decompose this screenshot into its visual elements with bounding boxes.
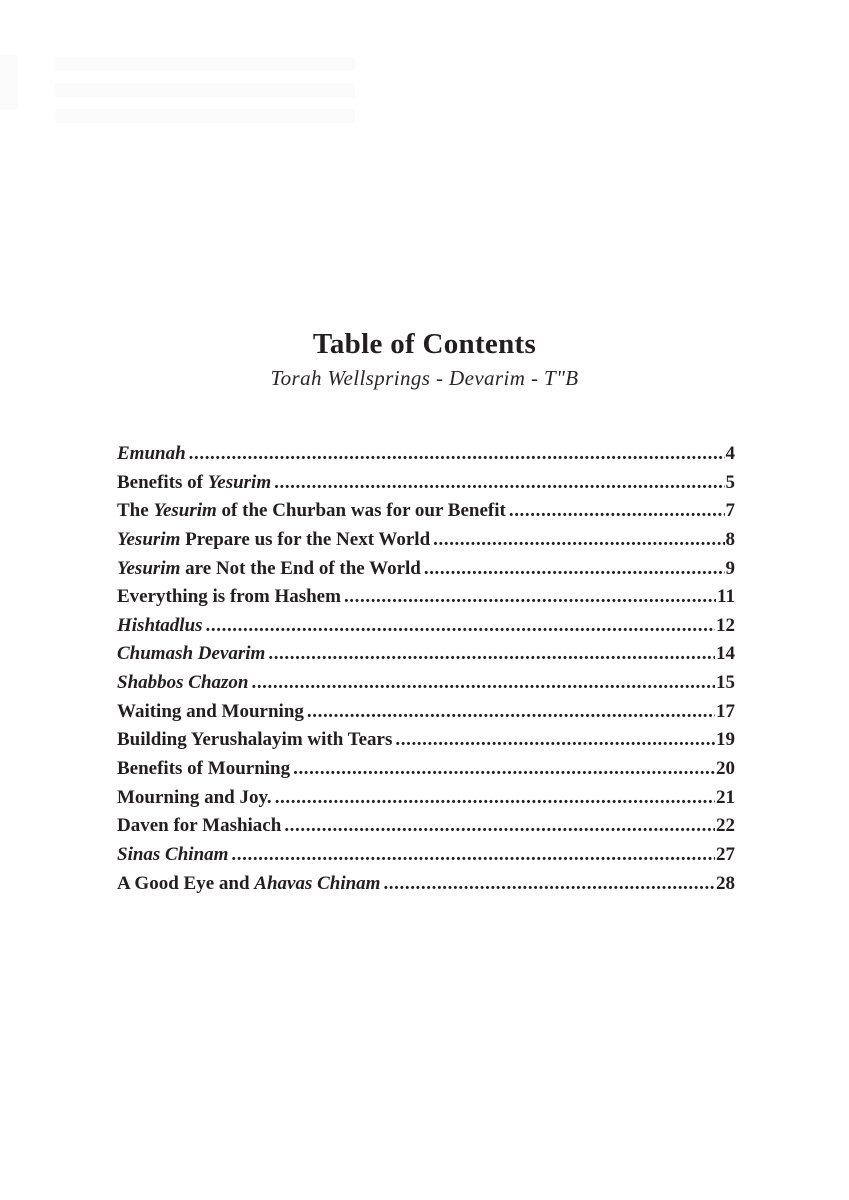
dot-leader — [509, 500, 725, 522]
dot-leader — [383, 873, 715, 895]
dot-leader — [307, 701, 715, 723]
toc-page-number: 4 — [725, 443, 735, 464]
toc-entry — [117, 672, 735, 701]
toc-entry-segment: Hishtadlus — [117, 614, 203, 636]
toc-entry-segment: Benefits of Mourning — [117, 758, 291, 780]
toc-entry-segment: of the Churban was for our Benefit — [216, 500, 506, 522]
toc-page-number: 11 — [717, 586, 735, 608]
page-subtitle: Torah Wellsprings - Devarim - T"B — [270, 365, 579, 390]
toc-entry-segment: Yesurim — [153, 500, 217, 522]
page-title: Table of Contents — [312, 328, 537, 360]
toc-entry-segment: Emunah — [117, 443, 186, 464]
toc-entry-segment: Yesurim — [117, 528, 181, 550]
dot-leader — [424, 558, 725, 580]
toc-page-number: 27 — [716, 843, 735, 865]
toc-page-number: 22 — [716, 815, 735, 837]
dot-leader — [395, 729, 715, 751]
toc-entry-segment: A Good Eye and — [117, 872, 255, 894]
toc-entry-label — [117, 529, 430, 551]
toc-entry-label — [117, 758, 290, 780]
toc-entry — [117, 443, 735, 472]
toc-entry-segment: Ahavas Chinam — [254, 872, 381, 894]
toc-entry — [117, 701, 735, 730]
toc-page-number: 15 — [716, 672, 735, 694]
toc-entry-segment: Chumash Devarim — [117, 643, 266, 665]
dot-leader — [251, 672, 715, 694]
toc-entry-label — [117, 643, 265, 665]
toc-entry-label — [117, 472, 271, 494]
toc-entry-label — [117, 558, 421, 580]
toc-entry — [117, 500, 735, 529]
toc-entry-segment: The — [117, 500, 154, 522]
toc-entry-segment: Yesurim — [117, 557, 181, 579]
toc-entry — [117, 643, 735, 672]
toc-entry-label — [117, 815, 281, 837]
toc-entry-segment: Yesurim — [207, 471, 272, 493]
toc-entry-label — [117, 615, 203, 637]
toc-entry-label — [117, 586, 341, 608]
dot-leader — [268, 643, 715, 665]
dot-leader — [206, 615, 715, 637]
toc-entry-segment: Daven for Mashiach — [117, 815, 282, 837]
toc-entry-segment: Building Yerushalayim with Tears — [117, 729, 393, 751]
bleed-through-artifact — [55, 45, 355, 123]
toc-entry-label — [117, 787, 272, 809]
dot-leader — [189, 443, 725, 465]
dot-leader — [344, 586, 716, 608]
toc-entry-label — [117, 844, 228, 866]
toc-entry — [117, 586, 735, 615]
toc-entry-label — [117, 701, 304, 723]
toc-page-number: 12 — [716, 614, 735, 636]
toc-entry-segment: are Not the End of the World — [180, 557, 421, 579]
dot-leader — [231, 844, 715, 866]
toc-entry — [117, 815, 735, 844]
toc-entry — [117, 787, 735, 816]
toc-page-number: 21 — [716, 786, 735, 808]
toc-entry — [117, 844, 735, 873]
toc-list — [117, 443, 735, 901]
toc-entry-label — [117, 729, 392, 751]
dot-leader — [293, 758, 715, 780]
toc-entry-segment: Benefits of — [117, 471, 208, 493]
dot-leader — [275, 787, 715, 809]
toc-page-number: 5 — [725, 471, 735, 493]
toc-header — [0, 327, 849, 391]
toc-page-number: 28 — [716, 872, 735, 894]
toc-entry — [117, 873, 735, 902]
toc-entry — [117, 472, 735, 501]
toc-entry-segment: Waiting and Mourning — [117, 700, 304, 722]
toc-page-number: 7 — [725, 500, 735, 522]
toc-entry — [117, 529, 735, 558]
dot-leader — [274, 472, 724, 494]
toc-entry — [117, 615, 735, 644]
toc-entry-label — [117, 672, 248, 694]
toc-page-number: 20 — [716, 758, 735, 780]
toc-entry-label — [117, 873, 380, 895]
toc-entry-label — [117, 443, 186, 465]
toc-entry — [117, 558, 735, 587]
toc-entry-label — [117, 500, 506, 522]
bleed-through-edge-artifact — [0, 55, 18, 110]
dot-leader — [433, 529, 724, 551]
toc-entry-segment: Shabbos Chazon — [117, 672, 249, 694]
toc-entry-segment: Everything is from Hashem — [117, 586, 341, 608]
toc-entry — [117, 729, 735, 758]
toc-page-number: 8 — [725, 528, 735, 550]
toc-page-number: 9 — [725, 557, 735, 579]
toc-entry — [117, 758, 735, 787]
toc-page-number: 14 — [716, 643, 735, 665]
toc-entry-segment: Prepare us for the Next World — [180, 528, 431, 550]
toc-entry-segment: Sinas Chinam — [117, 843, 229, 865]
toc-page-number: 17 — [716, 700, 735, 722]
toc-page-number: 19 — [716, 729, 735, 751]
toc-entry-segment: Mourning and Joy. — [117, 786, 272, 808]
dot-leader — [284, 815, 715, 837]
